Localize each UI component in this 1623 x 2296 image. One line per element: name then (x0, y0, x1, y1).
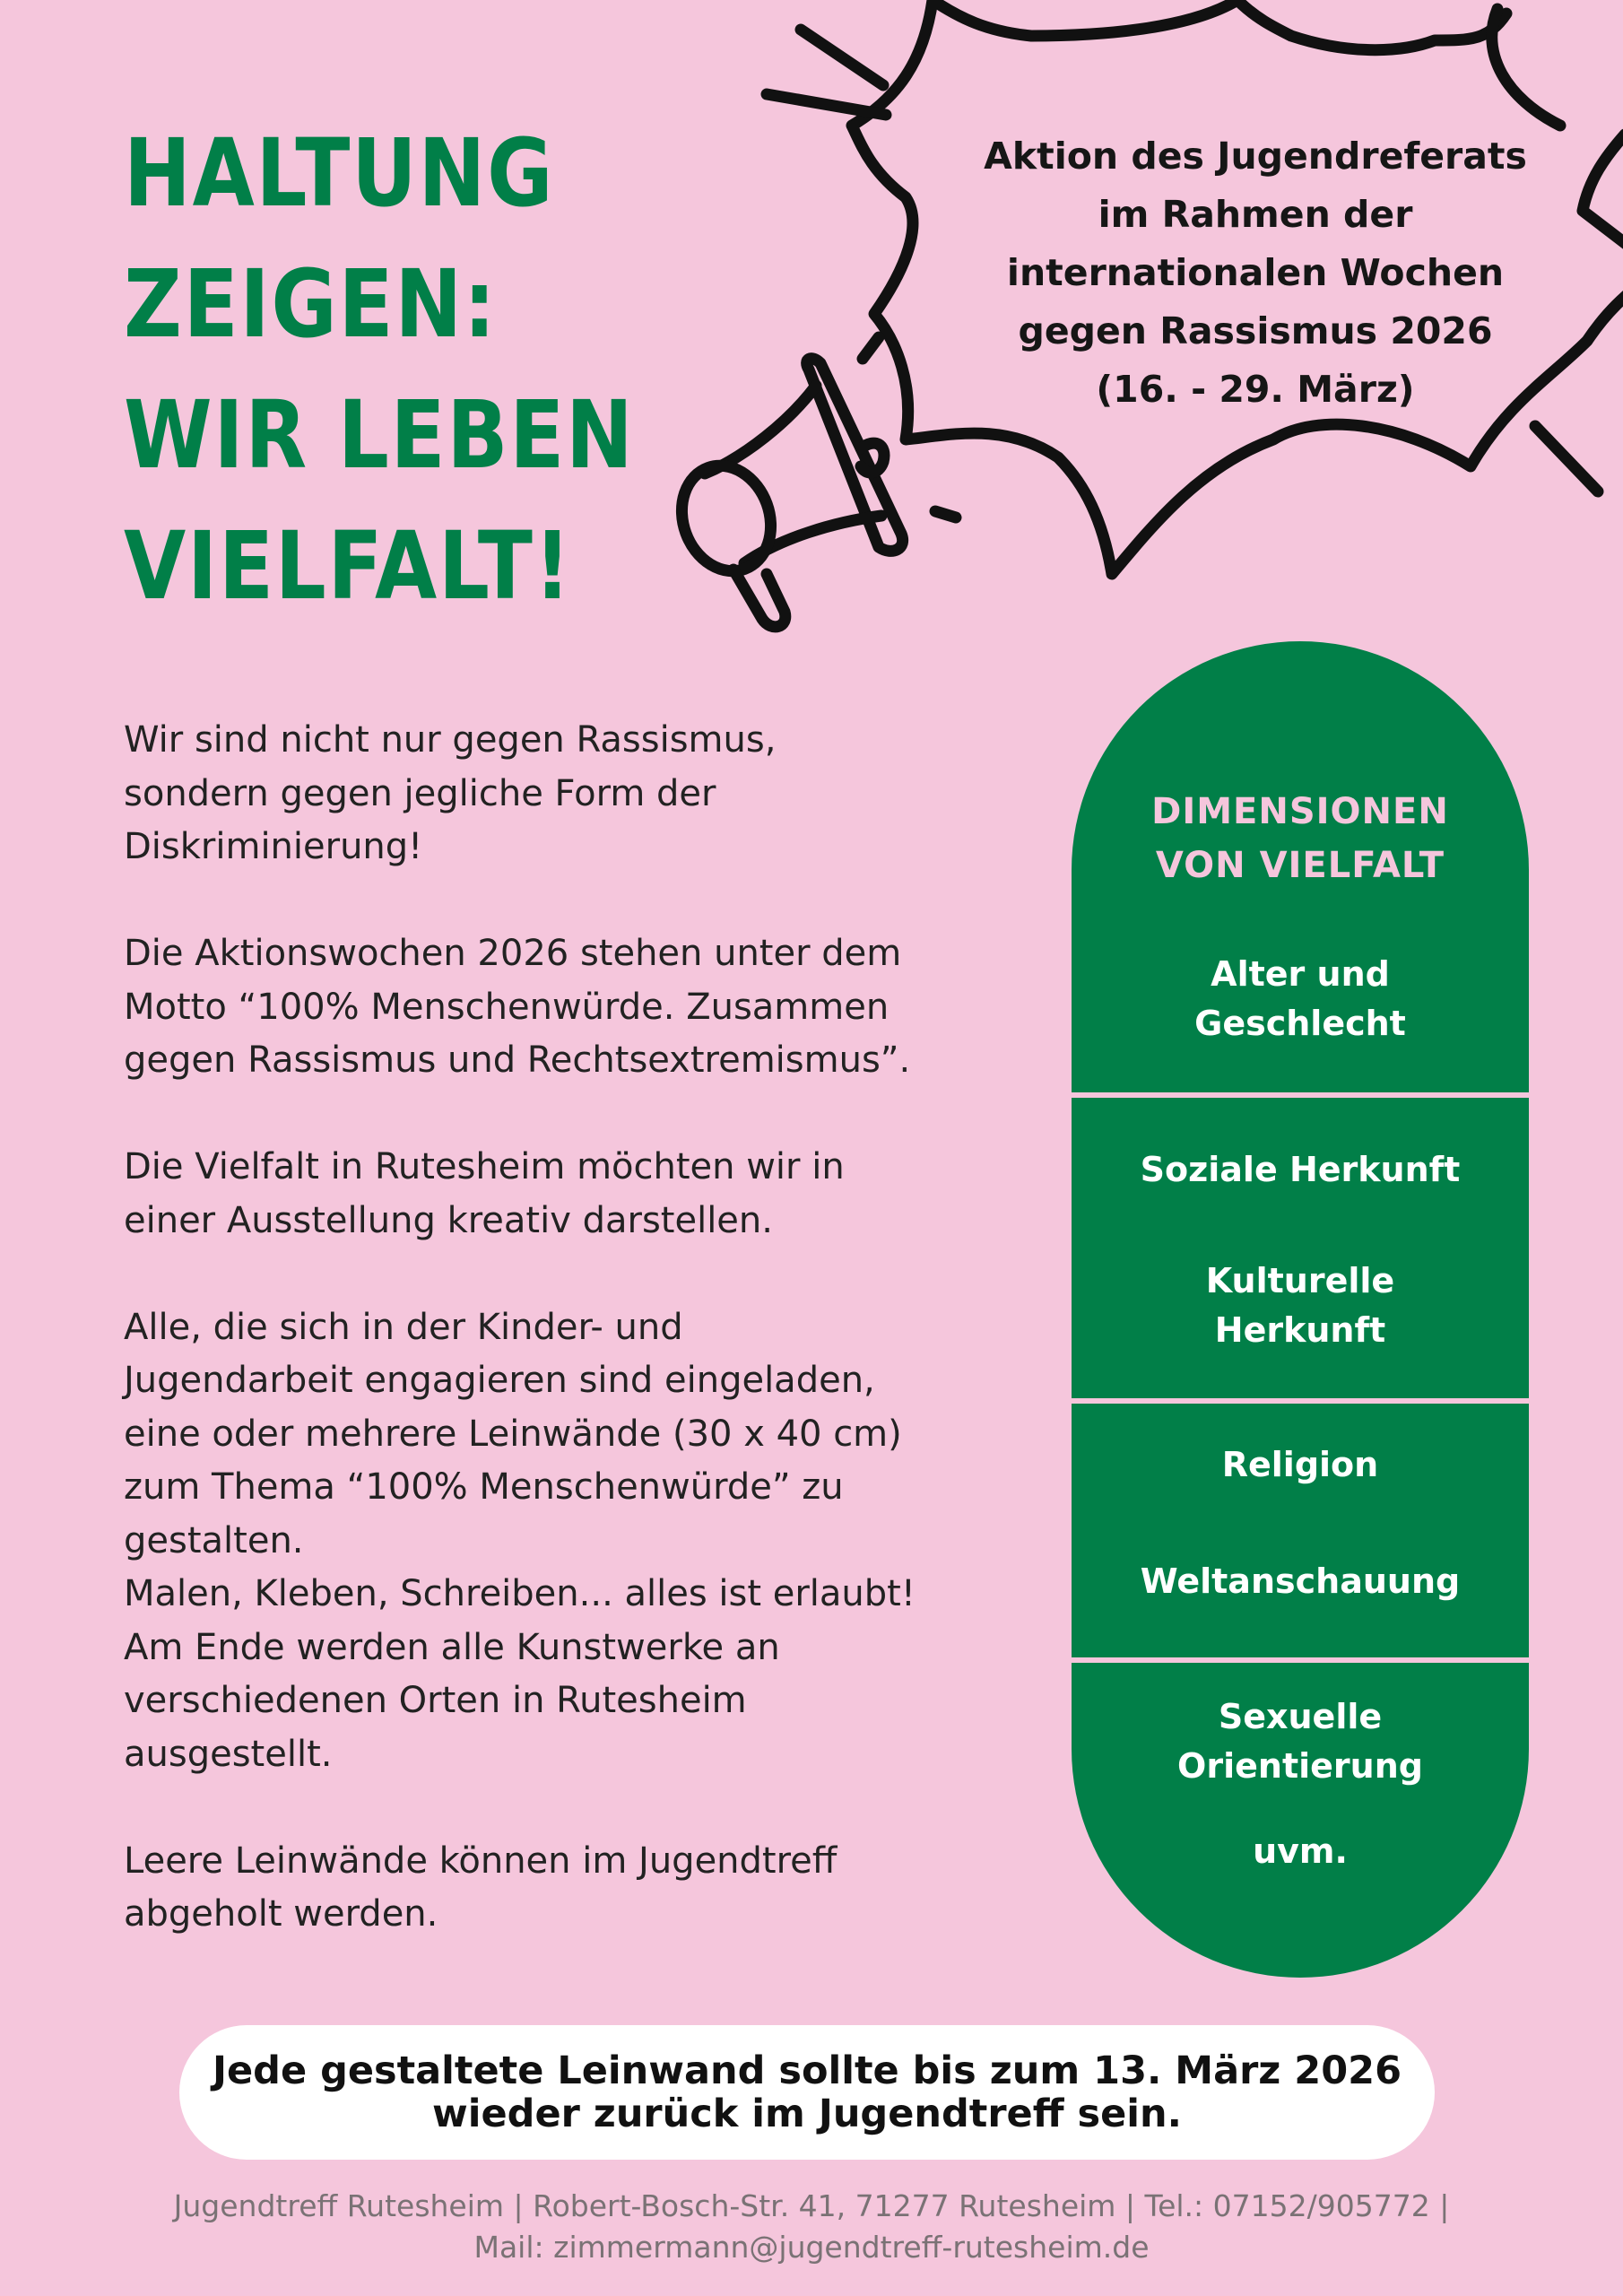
motion-stroke-icon (1535, 426, 1598, 491)
dimensions-divider (1072, 1092, 1529, 1098)
dimension-item (1072, 1557, 1529, 1606)
dimension-item (1072, 1440, 1529, 1490)
dimension-item (1072, 950, 1529, 1048)
contact-footer (0, 2186, 1623, 2268)
dimension-item (1072, 1257, 1529, 1355)
headline-line: VIELFALT! (124, 511, 573, 621)
announcement-line: Aktion des Jugendreferats (984, 135, 1527, 178)
headline-line: HALTUNG (124, 118, 555, 228)
text-line: Alle, die sich in der Kinder- und (124, 1306, 683, 1348)
dimension-item (1072, 1692, 1529, 1791)
text-line: zum Thema “100% Menschenwürde” zu (124, 1466, 844, 1508)
text-line: gegen Rassismus und Rechtsextremismus”. (124, 1039, 911, 1081)
text-line: gestalten. (124, 1519, 304, 1561)
text-line: Die Aktionswochen 2026 stehen unter dem (124, 933, 902, 974)
dimension-item-line: Sexuelle (1218, 1697, 1383, 1736)
dimension-item-line: Orientierung (1177, 1746, 1423, 1786)
dimensions-divider (1072, 1398, 1529, 1404)
motion-stroke-icon (935, 511, 956, 517)
motion-stroke-icon (863, 337, 879, 359)
dimension-item-line: uvm. (1253, 1831, 1348, 1871)
text-line: Motto “100% Menschenwürde. Zusammen (124, 986, 890, 1028)
deadline-notice (179, 2025, 1435, 2160)
announcement-line: gegen Rassismus 2026 (1018, 309, 1493, 352)
dimension-item (1072, 1145, 1529, 1195)
announcement-line: im Rahmen der (1098, 193, 1413, 236)
paragraph-invitation (124, 1301, 1020, 1569)
headline-line: WIR LEBEN (124, 380, 635, 490)
dimension-item-line: Religion (1221, 1445, 1379, 1484)
paragraph-exhibition (124, 1141, 1020, 1248)
text-line: Wir sind nicht nur gegen Rassismus, (124, 719, 777, 761)
megaphone-icon (667, 359, 902, 627)
paragraph-instructions (124, 1568, 1020, 1781)
dimensions-divider (1072, 1657, 1529, 1663)
dimension-item-line: Alter und (1211, 954, 1390, 994)
text-line: Malen, Kleben, Schreiben... alles ist erlaubt! (124, 1573, 916, 1614)
dimension-item (1072, 1827, 1529, 1876)
text-line: Die Vielfalt in Rutesheim möchten wir in (124, 1146, 845, 1187)
footer-line: Jugendtreff Rutesheim | Robert-Bosch-Str. 41, 71277 Rutesheim | Tel.: 07152/905772 | (173, 2188, 1450, 2223)
text-line: abgeholt werden. (124, 1893, 438, 1935)
text-line: Diskriminierung! (124, 826, 423, 867)
dimension-item-line: Weltanschauung (1140, 1561, 1461, 1601)
deadline-line: wieder zurück im Jugendtreff sein. (432, 2092, 1182, 2136)
headline-line: ZEIGEN: (124, 249, 498, 359)
deadline-line: Jede gestaltete Leinwand sollte bis zum 13. März 2026 (213, 2048, 1402, 2093)
text-line: einer Ausstellung kreativ darstellen. (124, 1199, 773, 1241)
dimension-item-line: Geschlecht (1194, 1004, 1406, 1043)
text-line: sondern gegen jegliche Form der (124, 772, 716, 814)
text-line: Jugendarbeit engagieren sind eingeladen, (124, 1360, 875, 1401)
dimension-item-line: Soziale Herkunft (1140, 1150, 1461, 1189)
footer-line: Mail: zimmermann@jugendtreff-rutesheim.de (473, 2230, 1150, 2265)
motion-stroke-icon (767, 94, 886, 115)
dimensions-title (1072, 785, 1529, 892)
motion-stroke-icon (801, 30, 883, 85)
dimensions-title-line: DIMENSIONEN (1151, 791, 1449, 832)
paragraph-pickup (124, 1835, 1020, 1942)
text-line: ausgestellt. (124, 1733, 333, 1775)
text-line: verschiedenen Orten in Rutesheim (124, 1680, 747, 1721)
dimension-item-line: Herkunft (1214, 1310, 1386, 1350)
paragraph-motto (124, 927, 1020, 1088)
text-line: Leere Leinwände können im Jugendtreff (124, 1839, 838, 1882)
announcement-line: (16. - 29. März) (1096, 368, 1415, 411)
text-line: eine oder mehrere Leinwände (30 x 40 cm) (124, 1413, 902, 1455)
paragraph-intro (124, 714, 1020, 874)
announcement-text (942, 127, 1569, 419)
text-line: Am Ende werden alle Kunstwerke an (124, 1626, 780, 1668)
dimensions-title-line: VON VIELFALT (1155, 845, 1445, 886)
dimension-item-line: Kulturelle (1205, 1261, 1395, 1300)
announcement-line: internationalen Wochen (1006, 251, 1505, 294)
body-text (124, 714, 1020, 1942)
dimensions-panel (1072, 641, 1529, 1978)
